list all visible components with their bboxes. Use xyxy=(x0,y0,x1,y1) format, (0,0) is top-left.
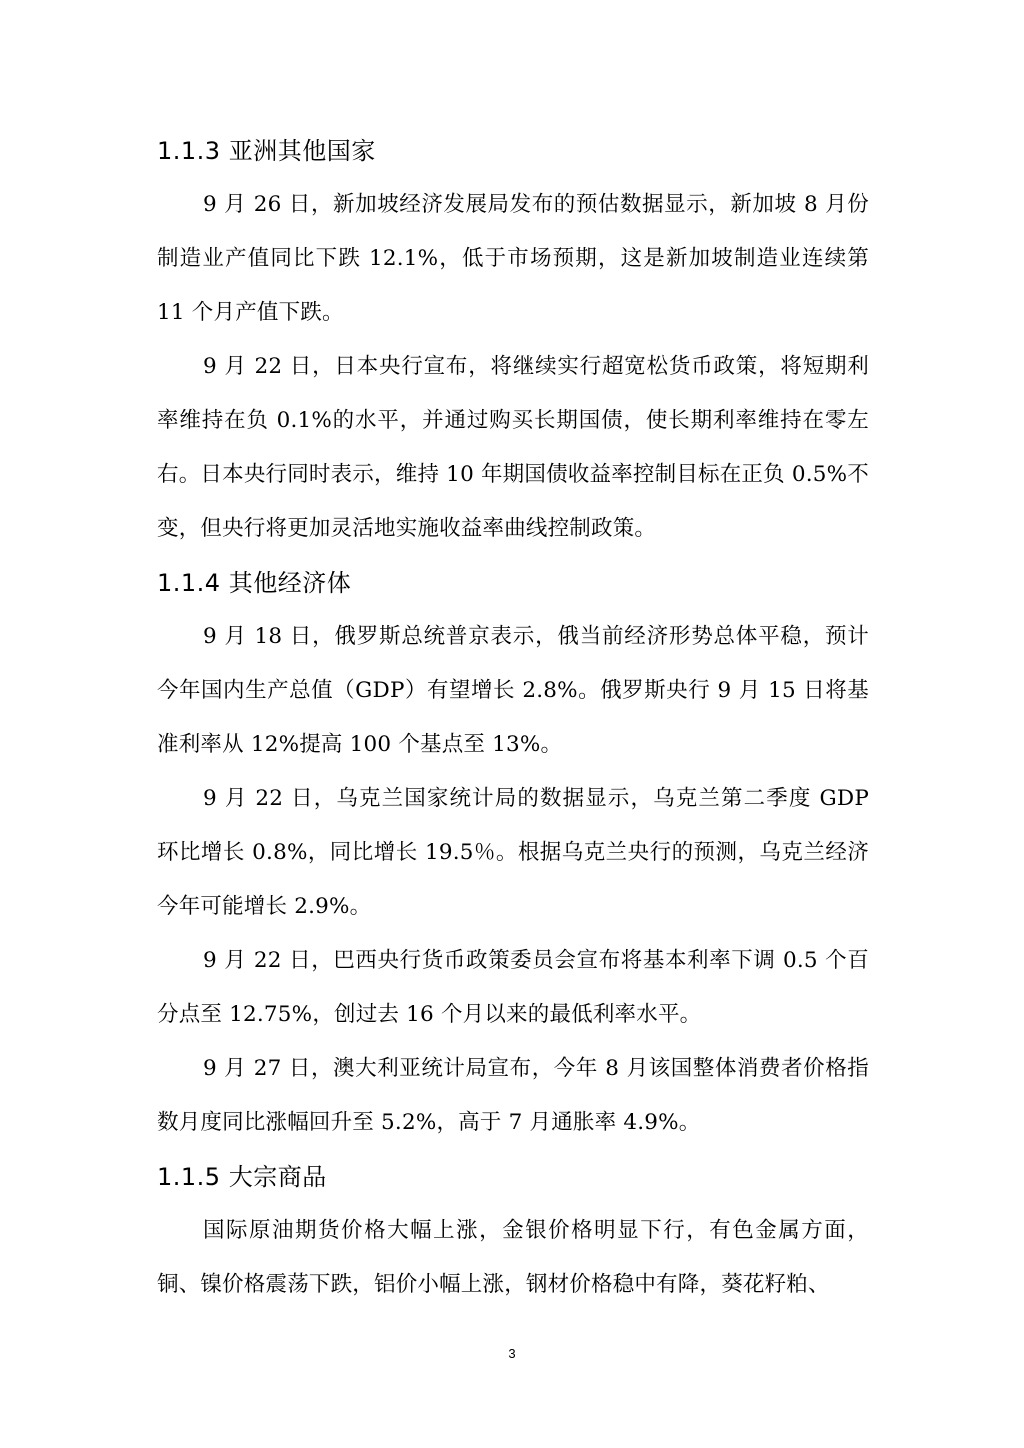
paragraph: 9 月 22 日，乌克兰国家统计局的数据显示，乌克兰第二季度 GDP 环比增长 0.8%，同比增长 19.5％。根据乌克兰央行的预测，乌克兰经济今年可能增长 2.9%。 xyxy=(157,786,869,919)
section-title: 1.1.3 亚洲其他国家 xyxy=(157,137,376,165)
page-number: 3 xyxy=(508,1346,516,1361)
paragraph: 9 月 27 日，澳大利亚统计局宣布，今年 8 月该国整体消费者价格指数月度同比涨幅回升至 5.2%，高于 7 月通胀率 4.9%。 xyxy=(157,1056,869,1135)
section-commodities xyxy=(157,1150,869,1312)
section-other-economies xyxy=(157,556,869,1150)
paragraph: 9 月 22 日，日本央行宣布，将继续实行超宽松货币政策，将短期利率维持在负 0.1%的水平，并通过购买长期国债，使长期利率维持在零左右。日本央行同时表示，维持 10 年期国债收益率控制目标在正负 0.5%不变，但央行将更加灵活地实施收益率曲线控制政策。 xyxy=(157,354,869,541)
document-body xyxy=(157,124,869,1312)
paragraph: 国际原油期货价格大幅上涨，金银价格明显下行，有色金属方面，铜、镍价格震荡下跌，铝价小幅上涨，钢材价格稳中有降，葵花籽粕、 xyxy=(157,1218,869,1297)
section-title: 1.1.4 其他经济体 xyxy=(157,569,352,597)
section-title: 1.1.5 大宗商品 xyxy=(157,1163,327,1191)
paragraph: 9 月 18 日，俄罗斯总统普京表示，俄当前经济形势总体平稳，预计今年国内生产总值（GDP）有望增长 2.8%。俄罗斯央行 9 月 15 日将基准利率从 12%提高 100 个基点至 13%。 xyxy=(157,624,869,757)
paragraph: 9 月 22 日，巴西央行货币政策委员会宣布将基本利率下调 0.5 个百分点至 12.75%，创过去 16 个月以来的最低利率水平。 xyxy=(157,948,869,1027)
section-asia-other xyxy=(157,124,869,556)
paragraph: 9 月 26 日，新加坡经济发展局发布的预估数据显示，新加坡 8 月份制造业产值同比下跌 12.1%，低于市场预期，这是新加坡制造业连续第 11 个月产值下跌。 xyxy=(157,192,869,325)
